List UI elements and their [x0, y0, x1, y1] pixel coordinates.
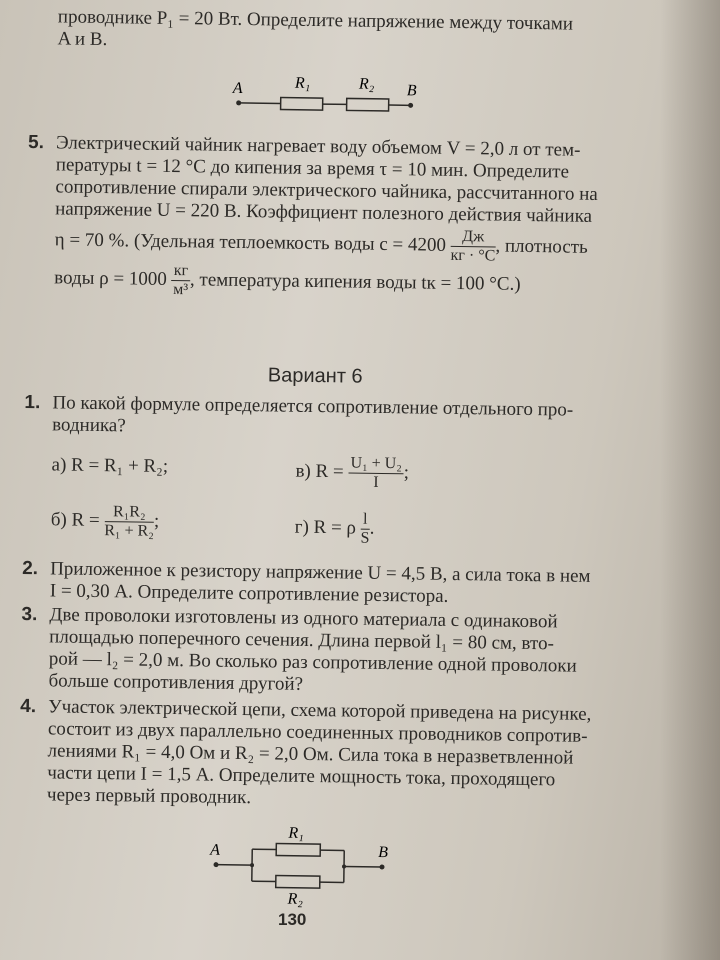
series-circuit-diagram — [228, 73, 429, 120]
resistor-r1-symbol — [276, 844, 320, 857]
problem-line-5: η = 70 %. (Удельная теплоемкость воды c = 4200 — [54, 229, 447, 256]
problem-number: 4. — [20, 695, 37, 718]
problem-line-1: Участок электрической цепи, схема которой приведена на рисунке, — [48, 696, 592, 725]
fraction-denominator: R₁ + R₂ — [104, 522, 154, 540]
label-a: A — [210, 841, 221, 859]
fraction-numerator: Дж — [451, 228, 496, 248]
fraction-numerator: l — [361, 511, 370, 530]
variant-problem-1 — [24, 392, 573, 444]
label-r2: R₂ — [358, 75, 375, 93]
problem-line-5-end: , плотность — [495, 235, 588, 258]
label-b: B — [406, 82, 417, 100]
problem-5 — [26, 132, 599, 305]
option-v — [295, 454, 409, 493]
fraction-denominator: кг · °C — [450, 247, 496, 265]
problem-line-1: По какой формуле определяется сопротивление отдельного про- — [52, 392, 574, 421]
problem-line-3: рой — l₂ = 2,0 м. Во сколько раз сопротивление одной проволоки — [48, 648, 577, 677]
variant-problem-2 — [22, 558, 591, 610]
problem-line-2: пературы t = 12 °C до кипения за время τ = 10 мин. Определите — [55, 154, 570, 183]
problem-line-3: лениями R₁ = 4,0 Ом и R₂ = 2,0 Ом. Сила тока в неразветвленной — [47, 740, 574, 769]
label-r1: R₁ — [288, 824, 304, 842]
label-r2: R₂ — [287, 890, 304, 908]
page-number: 130 — [278, 910, 307, 929]
fragment-line-2: A и B. — [57, 28, 108, 51]
option-b-fraction — [104, 503, 154, 541]
variant-problem-4 — [19, 696, 592, 814]
problem-line-2: состоит из двух параллельно соединенных проводников сопротив- — [47, 718, 588, 747]
fraction-numerator: U₁ + U₂ — [348, 454, 404, 474]
problem-line-4: больше сопротивления другой? — [48, 670, 304, 695]
previous-problem-fragment — [57, 6, 573, 57]
option-v-prefix: в) R = — [295, 460, 344, 483]
problem-line-1: Две проволоки изготовлены из одного материала с одинаковой — [49, 604, 558, 633]
problem-line-2: водника? — [52, 414, 126, 437]
label-r1: R₁ — [294, 74, 311, 92]
fraction-denominator: I — [373, 473, 379, 491]
problem-line-2: I = 0,30 А. Определите сопротивление резистора. — [49, 580, 449, 607]
problem-line-1: Электрический чайник нагревает воду объемом V = 2,0 л от тем- — [55, 132, 581, 161]
problem-line-2: площадью поперечного сечения. Длина первой l₁ = 80 см, вто- — [49, 626, 555, 655]
page-edge-shadow — [660, 0, 720, 960]
label-a: A — [232, 79, 243, 97]
problem-line-6: воды ρ = 1000 — [54, 267, 168, 290]
problem-number: 1. — [24, 391, 41, 414]
resistor-r2-symbol — [276, 876, 320, 889]
option-g-prefix: г) R = ρ — [294, 516, 357, 539]
option-b — [51, 502, 160, 541]
fraction-denominator: м³ — [173, 281, 189, 299]
heat-capacity-unit-fraction — [450, 228, 495, 266]
problem-line-4: части цепи I = 1,5 А. Определите мощность тока, проходящего — [47, 762, 556, 791]
problem-line-5: через первый проводник. — [46, 784, 252, 809]
fraction-numerator: R₁R₂ — [104, 503, 154, 523]
option-v-fraction — [348, 454, 404, 492]
problem-line-6-end: , температура кипения воды tк = 100 °C.) — [189, 269, 521, 295]
density-unit-fraction — [171, 262, 190, 299]
option-b-prefix: б) R = — [50, 509, 100, 531]
fraction-numerator: кг — [172, 262, 191, 281]
resistor-r2-symbol — [347, 98, 389, 111]
parallel-circuit-diagram — [205, 825, 406, 910]
problem-line-4: напряжение U = 220 В. Коэффициент полезного действия чайника — [55, 198, 593, 227]
fraction-denominator: S — [360, 529, 370, 547]
resistor-r1-symbol — [281, 98, 323, 111]
label-b: B — [378, 843, 389, 862]
fragment-line-1: проводнике P₁ = 20 Вт. Определите напряжение между точками — [57, 6, 574, 35]
variant-problem-3 — [20, 604, 577, 700]
problem-number: 3. — [21, 603, 38, 626]
problem-number: 5. — [27, 131, 45, 154]
option-g-suffix: . — [369, 517, 375, 539]
page-content — [20, 6, 690, 908]
variant-heading: Вариант 6 — [267, 364, 363, 388]
option-g — [294, 510, 374, 548]
problem-number: 2. — [21, 557, 39, 580]
problem-line-3: сопротивление спирали электрического чайника, рассчитанного на — [55, 176, 598, 205]
option-g-fraction — [360, 511, 369, 548]
problem-line-1: Приложенное к резистору напряжение U = 4,5 В, а сила тока в нем — [49, 558, 591, 587]
option-b-suffix: ; — [153, 510, 160, 532]
option-v-suffix: ; — [403, 462, 410, 484]
option-a: а) R = R₁ + R₂; — [51, 454, 169, 477]
